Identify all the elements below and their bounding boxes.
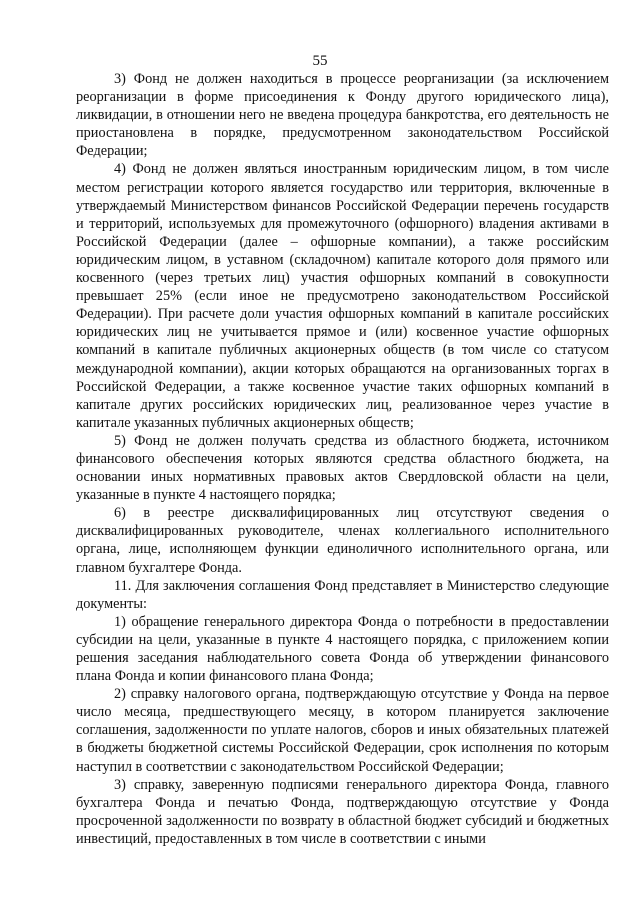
paragraph-clause-11-documents: 11. Для заключения соглашения Фонд представляет в Министерство следующие документы: xyxy=(76,577,609,612)
paragraph-doc-2-tax-certificate: 2) справку налогового органа, подтверждающую отсутствие у Фонда на первое число месяца, предшествующего месяцу, в котором планируется заключение соглашения, задолженности по уплате налогов, сборов и иных обязательных платежей в бюджеты бюджетной системы Российской Федерации, срок исполнения по которым наступил в соответствии с законодательством Российской Федерации; xyxy=(76,686,609,775)
paragraph-item-3-reorganization: 3) Фонд не должен находиться в процессе реорганизации (за исключением реорганизации в форме присоединения к Фонду другого юридического лица), ликвидации, в отношении него не введена процедура банкротства, его деятельность не приостановлена в порядке, предусмотренном законодательством Российской Федерации; xyxy=(76,71,609,160)
document-body xyxy=(76,70,609,848)
paragraph-item-5-budget-funds: 5) Фонд не должен получать средства из областного бюджета, источником финансового обеспечения которых являются средства областного бюджета, на основании иных нормативных правовых актов Свердловской области на цели, указанные в пункте 4 настоящего порядка; xyxy=(76,432,609,504)
page-number: 55 xyxy=(312,53,328,69)
paragraph-item-4-foreign-entity: 4) Фонд не должен являться иностранным юридическим лицом, в том числе местом регистрации которого является государство или территория, включенные в утверждаемый Министерством финансов Российской Федерации перечень государств и территорий, используемых для промежуточного (офшорного) владения активами в Российской Федерации (далее – офшорные компании), а также российским юридическим лицом, в уставном (складочном) капитале которого доля прямого или косвенного (через третьих лиц) участия офшорных компаний в совокупности превышает 25% (если иное не предусмотрено законодательством Российской Федерации). При расчете доли участия офшорных компаний в капитале российских юридических лиц не учитывается прямое и (или) косвенное участие офшорных компаний в капитале публичных акционерных обществ (в том числе со статусом международной компании), акции которых обращаются на организованных торгах в Российской Федерации, а также косвенное участие таких офшорных компаний в капитале других российских юридических лиц, реализованное через участие в капитале указанных публичных акционерных обществ; xyxy=(76,161,609,431)
paragraph-doc-1-director-request: 1) обращение генерального директора Фонда о потребности в предоставлении субсидии на цели, указанные в пункте 4 настоящего порядка, с приложением копии решения заседания наблюдательного совета Фонда об утверждении финансового плана Фонда и копии финансового плана Фонда; xyxy=(76,613,609,685)
paragraph-item-6-disqualified-persons: 6) в реестре дисквалифицированных лиц отсутствуют сведения о дисквалифицированных руководителе, членах коллегиального исполнительного органа, лице, исполняющем функции единоличного исполнительного органа, или главном бухгалтере Фонда. xyxy=(76,505,609,576)
paragraph-doc-3-debt-certificate: 3) справку, заверенную подписями генерального директора Фонда, главного бухгалтера Фонда и печатью Фонда, подтверждающую отсутствие у Фонда просроченной задолженности по возврату в областной бюджет субсидий и бюджетных инвестиций, предоставленных в том числе в соответствии с иными xyxy=(76,776,609,847)
